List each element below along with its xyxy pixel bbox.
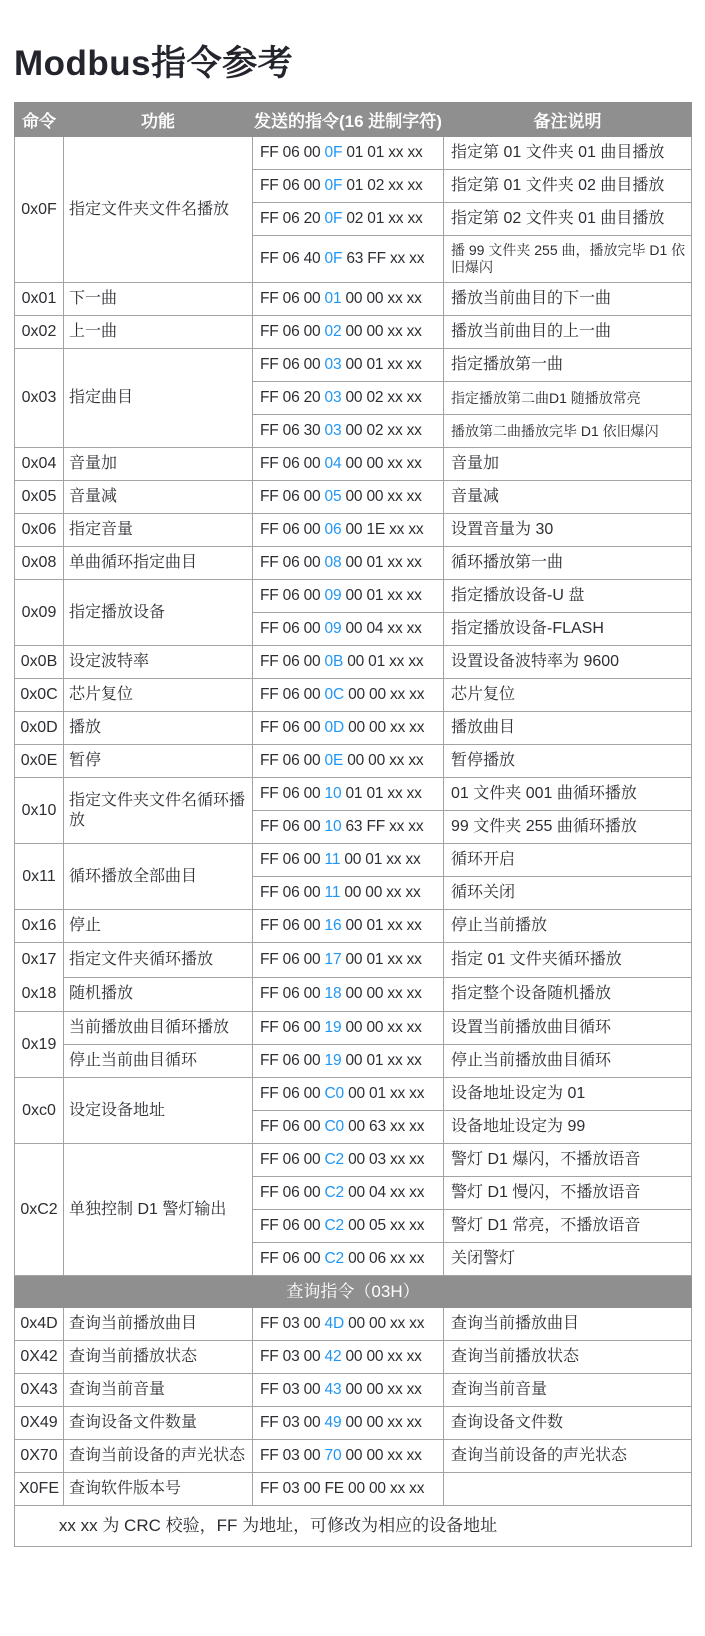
hex-command-cell: FF 06 40 0F 63 FF xx xx xyxy=(253,236,444,283)
remark-cell: 循环关闭 xyxy=(444,877,692,910)
function-cell: 设定波特率 xyxy=(64,646,253,679)
query-commands-body xyxy=(15,1308,692,1506)
hex-register-highlight: 19 xyxy=(324,1019,342,1036)
function-cell: 查询当前播放状态 xyxy=(64,1341,253,1374)
query-section-band xyxy=(15,1276,692,1308)
remark-cell: 音量加 xyxy=(444,448,692,481)
command-code-cell: 0x0C xyxy=(15,679,64,712)
table-header xyxy=(15,103,692,137)
command-code-cell: X0FE xyxy=(15,1473,64,1506)
hex-register-highlight: C2 xyxy=(324,1184,344,1201)
remark-cell: 指定播放第二曲D1 随播放常亮 xyxy=(444,382,692,415)
hex-command-cell: FF 06 00 C2 00 06 xx xx xyxy=(253,1243,444,1276)
table-row xyxy=(15,1012,692,1045)
function-cell: 设定设备地址 xyxy=(64,1078,253,1144)
table-row xyxy=(15,910,692,943)
remark-cell: 播 99 文件夹 255 曲，播放完毕 D1 依旧爆闪 xyxy=(444,236,692,283)
table-row xyxy=(15,679,692,712)
hex-command-cell: FF 06 00 11 00 00 xx xx xyxy=(253,877,444,910)
remark-cell: 指定播放第一曲 xyxy=(444,349,692,382)
hex-register-highlight: 0D xyxy=(324,719,344,736)
hex-register-highlight: 11 xyxy=(324,884,341,901)
hex-register-highlight: 0F xyxy=(324,250,343,267)
command-code-cell: 0x19 xyxy=(15,1012,64,1078)
hex-register-highlight: 0E xyxy=(324,752,344,769)
hex-register-highlight: C0 xyxy=(324,1085,344,1102)
command-code-cell: 0xC2 xyxy=(15,1144,64,1276)
function-cell: 暂停 xyxy=(64,745,253,778)
function-cell: 查询当前音量 xyxy=(64,1374,253,1407)
hex-command-cell: FF 06 00 09 00 01 xx xx xyxy=(253,580,444,613)
table-row xyxy=(15,481,692,514)
column-header-hex-command: 发送的指令(16 进制字符) xyxy=(253,103,444,137)
control-commands-body xyxy=(15,137,692,1276)
command-code-cell: 0xc0 xyxy=(15,1078,64,1144)
command-code-cell: 0x4D xyxy=(15,1308,64,1341)
column-header-remark: 备注说明 xyxy=(444,103,692,137)
hex-command-cell: FF 06 00 C0 00 63 xx xx xyxy=(253,1111,444,1144)
hex-register-highlight: 0F xyxy=(324,177,343,194)
hex-command-cell: FF 06 00 17 00 01 xx xx xyxy=(253,943,444,978)
function-cell: 查询当前播放曲目 xyxy=(64,1308,253,1341)
table-row xyxy=(15,1341,692,1374)
command-code-cell: 0X70 xyxy=(15,1440,64,1473)
command-code-cell: 0x10 xyxy=(15,778,64,844)
remark-cell: 指定第 02 文件夹 01 曲目播放 xyxy=(444,203,692,236)
remark-cell: 设置音量为 30 xyxy=(444,514,692,547)
table-row xyxy=(15,745,692,778)
hex-command-cell: FF 06 00 C2 00 05 xx xx xyxy=(253,1210,444,1243)
hex-command-cell: FF 06 00 11 00 01 xx xx xyxy=(253,844,444,877)
hex-command-cell: FF 06 00 05 00 00 xx xx xyxy=(253,481,444,514)
table-row xyxy=(15,316,692,349)
function-cell: 单曲循环指定曲目 xyxy=(64,547,253,580)
remark-cell: 指定 01 文件夹循环播放 xyxy=(444,943,692,978)
query-section xyxy=(15,1276,692,1308)
hex-register-highlight: 17 xyxy=(324,950,342,968)
remark-cell: 查询当前音量 xyxy=(444,1374,692,1407)
table-row xyxy=(15,137,692,170)
hex-command-cell: FF 03 00 49 00 00 xx xx xyxy=(253,1407,444,1440)
hex-register-highlight: C2 xyxy=(324,1250,344,1267)
column-header-function: 功能 xyxy=(64,103,253,137)
command-code-cell: 0x11 xyxy=(15,844,64,910)
remark-cell: 指定播放设备-FLASH xyxy=(444,613,692,646)
table-row xyxy=(15,1440,692,1473)
table-row xyxy=(15,349,692,382)
command-code-cell: 0X43 xyxy=(15,1374,64,1407)
table-row xyxy=(15,580,692,613)
hex-register-highlight: 11 xyxy=(324,851,341,868)
hex-register-highlight: 09 xyxy=(324,620,342,637)
function-cell: 指定文件夹循环播放 xyxy=(64,943,253,978)
hex-command-cell: FF 06 00 0C 00 00 xx xx xyxy=(253,679,444,712)
remark-cell xyxy=(444,1473,692,1506)
hex-register-highlight: 19 xyxy=(324,1052,342,1069)
hex-register-highlight: C2 xyxy=(324,1151,344,1168)
hex-command-cell: FF 06 30 03 00 02 xx xx xyxy=(253,415,444,448)
function-cell: 查询当前设备的声光状态 xyxy=(64,1440,253,1473)
function-cell: 音量减 xyxy=(64,481,253,514)
table-row xyxy=(15,943,692,978)
remark-cell: 关闭警灯 xyxy=(444,1243,692,1276)
hex-command-cell: FF 06 00 19 00 00 xx xx xyxy=(253,1012,444,1045)
hex-command-cell: FF 06 00 10 63 FF xx xx xyxy=(253,811,444,844)
hex-command-cell: FF 06 00 19 00 01 xx xx xyxy=(253,1045,444,1078)
remark-cell: 指定整个设备随机播放 xyxy=(444,977,692,1012)
hex-register-highlight: 0F xyxy=(324,210,343,227)
hex-register-highlight: 10 xyxy=(324,785,342,802)
hex-command-cell: FF 06 00 06 00 1E xx xx xyxy=(253,514,444,547)
remark-cell: 播放当前曲目的上一曲 xyxy=(444,316,692,349)
hex-command-cell: FF 06 00 C2 00 04 xx xx xyxy=(253,1177,444,1210)
remark-cell: 循环开启 xyxy=(444,844,692,877)
hex-command-cell: FF 06 00 0B 00 01 xx xx xyxy=(253,646,444,679)
remark-cell: 指定第 01 文件夹 01 曲目播放 xyxy=(444,137,692,170)
hex-register-highlight: 03 xyxy=(324,389,342,406)
function-cell: 当前播放曲目循环播放 xyxy=(64,1012,253,1045)
command-code-cell: 0X49 xyxy=(15,1407,64,1440)
hex-register-highlight: C2 xyxy=(324,1217,344,1234)
table-footer xyxy=(15,1506,692,1547)
table-row xyxy=(15,712,692,745)
hex-register-highlight: 49 xyxy=(324,1414,342,1431)
function-cell: 芯片复位 xyxy=(64,679,253,712)
hex-register-highlight: 42 xyxy=(324,1348,342,1365)
hex-command-cell: FF 06 00 0D 00 00 xx xx xyxy=(253,712,444,745)
command-code-cell: 0x01 xyxy=(15,283,64,316)
hex-register-highlight: 01 xyxy=(324,290,342,307)
command-code-cell: 0x0F xyxy=(15,137,64,283)
remark-cell: 设置当前播放曲目循环 xyxy=(444,1012,692,1045)
remark-cell: 警灯 D1 慢闪，不播放语音 xyxy=(444,1177,692,1210)
function-cell: 指定曲目 xyxy=(64,349,253,448)
remark-cell: 循环播放第一曲 xyxy=(444,547,692,580)
remark-cell: 音量减 xyxy=(444,481,692,514)
hex-command-cell: FF 06 00 04 00 00 xx xx xyxy=(253,448,444,481)
hex-command-cell: FF 06 00 18 00 00 xx xx xyxy=(253,977,444,1012)
hex-command-cell: FF 03 00 43 00 00 xx xx xyxy=(253,1374,444,1407)
function-cell: 指定文件夹文件名播放 xyxy=(64,137,253,283)
table-row xyxy=(15,977,692,1012)
command-code: 0x17 xyxy=(21,951,57,968)
command-code-cell: 0x16 xyxy=(15,910,64,943)
hex-command-cell: FF 06 00 0F 01 01 xx xx xyxy=(253,137,444,170)
hex-register-highlight: 02 xyxy=(324,323,342,340)
query-section-title: 查询指令（03H） xyxy=(15,1276,692,1308)
table-header-row xyxy=(15,103,692,137)
remark-cell: 查询当前播放状态 xyxy=(444,1341,692,1374)
modbus-command-table xyxy=(14,102,692,1547)
command-code-cell: 0x09 xyxy=(15,580,64,646)
hex-command-cell: FF 03 00 FE 00 00 xx xx xyxy=(253,1473,444,1506)
table-row xyxy=(15,448,692,481)
remark-cell: 设置设备波特率为 9600 xyxy=(444,646,692,679)
remark-cell: 暂停播放 xyxy=(444,745,692,778)
command-code: 0x18 xyxy=(21,985,57,1002)
table-row xyxy=(15,1045,692,1078)
remark-cell: 警灯 D1 常亮，不播放语音 xyxy=(444,1210,692,1243)
hex-register-highlight: C0 xyxy=(324,1118,344,1135)
footnote-row xyxy=(15,1506,692,1547)
hex-command-cell: FF 06 00 02 00 00 xx xx xyxy=(253,316,444,349)
hex-register-highlight: 04 xyxy=(324,455,342,472)
function-cell: 停止当前曲目循环 xyxy=(64,1045,253,1078)
command-code-cell: 0x0D xyxy=(15,712,64,745)
command-code-cell xyxy=(15,943,64,1012)
table-row xyxy=(15,1473,692,1506)
column-header-command: 命令 xyxy=(15,103,64,137)
table-row xyxy=(15,844,692,877)
hex-command-cell: FF 06 20 03 00 02 xx xx xyxy=(253,382,444,415)
hex-command-cell: FF 03 00 70 00 00 xx xx xyxy=(253,1440,444,1473)
function-cell: 随机播放 xyxy=(64,977,253,1012)
hex-command-cell: FF 06 00 C0 00 01 xx xx xyxy=(253,1078,444,1111)
table-row xyxy=(15,1407,692,1440)
remark-cell: 播放曲目 xyxy=(444,712,692,745)
hex-register-highlight: 10 xyxy=(324,818,342,835)
hex-register-highlight: 06 xyxy=(324,521,342,538)
function-cell: 指定播放设备 xyxy=(64,580,253,646)
function-cell: 停止 xyxy=(64,910,253,943)
hex-command-cell: FF 06 00 01 00 00 xx xx xyxy=(253,283,444,316)
hex-register-highlight: 03 xyxy=(324,422,342,439)
table-row xyxy=(15,1308,692,1341)
remark-cell: 播放当前曲目的下一曲 xyxy=(444,283,692,316)
remark-cell: 芯片复位 xyxy=(444,679,692,712)
command-code-cell: 0x03 xyxy=(15,349,64,448)
table-row xyxy=(15,778,692,811)
function-cell: 指定文件夹文件名循环播放 xyxy=(64,778,253,844)
hex-register-highlight: 0B xyxy=(324,653,344,670)
remark-cell: 查询当前设备的声光状态 xyxy=(444,1440,692,1473)
function-cell: 下一曲 xyxy=(64,283,253,316)
command-code-cell: 0x0B xyxy=(15,646,64,679)
remark-cell: 指定播放设备-U 盘 xyxy=(444,580,692,613)
hex-register-highlight: 4D xyxy=(324,1315,344,1332)
function-cell: 播放 xyxy=(64,712,253,745)
remark-cell: 设备地址设定为 01 xyxy=(444,1078,692,1111)
function-cell: 循环播放全部曲目 xyxy=(64,844,253,910)
hex-register-highlight: 05 xyxy=(324,488,342,505)
hex-register-highlight: 08 xyxy=(324,554,342,571)
crc-footnote: xx xx 为 CRC 校验，FF 为地址，可修改为相应的设备地址 xyxy=(15,1506,692,1547)
table-row xyxy=(15,283,692,316)
table-row xyxy=(15,547,692,580)
remark-cell: 播放第二曲播放完毕 D1 依旧爆闪 xyxy=(444,415,692,448)
remark-cell: 设备地址设定为 99 xyxy=(444,1111,692,1144)
hex-command-cell: FF 06 00 03 00 01 xx xx xyxy=(253,349,444,382)
command-code-cell: 0x02 xyxy=(15,316,64,349)
table-row xyxy=(15,1374,692,1407)
page-title: Modbus指令参考 xyxy=(14,44,294,83)
hex-command-cell: FF 06 00 10 01 01 xx xx xyxy=(253,778,444,811)
hex-command-cell: FF 06 00 0E 00 00 xx xx xyxy=(253,745,444,778)
command-code-cell: 0x08 xyxy=(15,547,64,580)
command-code-cell: 0x06 xyxy=(15,514,64,547)
function-cell: 音量加 xyxy=(64,448,253,481)
remark-cell: 查询设备文件数 xyxy=(444,1407,692,1440)
hex-register-highlight: 18 xyxy=(324,985,342,1003)
remark-cell: 01 文件夹 001 曲循环播放 xyxy=(444,778,692,811)
hex-command-cell: FF 03 00 42 00 00 xx xx xyxy=(253,1341,444,1374)
hex-register-highlight: 43 xyxy=(324,1381,342,1398)
function-cell: 查询软件版本号 xyxy=(64,1473,253,1506)
command-code-cell: 0x05 xyxy=(15,481,64,514)
hex-command-cell: FF 06 00 0F 01 02 xx xx xyxy=(253,170,444,203)
hex-register-highlight: 09 xyxy=(324,587,342,604)
remark-cell: 99 文件夹 255 曲循环播放 xyxy=(444,811,692,844)
hex-register-highlight: 0F xyxy=(324,144,343,161)
command-code-cell: 0X42 xyxy=(15,1341,64,1374)
function-cell: 指定音量 xyxy=(64,514,253,547)
table-row xyxy=(15,646,692,679)
remark-cell: 停止当前播放曲目循环 xyxy=(444,1045,692,1078)
remark-cell: 查询当前播放曲目 xyxy=(444,1308,692,1341)
hex-command-cell: FF 06 20 0F 02 01 xx xx xyxy=(253,203,444,236)
command-code-cell: 0x04 xyxy=(15,448,64,481)
hex-command-cell: FF 06 00 16 00 01 xx xx xyxy=(253,910,444,943)
function-cell: 查询设备文件数量 xyxy=(64,1407,253,1440)
table-row xyxy=(15,1144,692,1177)
table-row xyxy=(15,514,692,547)
hex-command-cell: FF 06 00 C2 00 03 xx xx xyxy=(253,1144,444,1177)
hex-command-cell: FF 03 00 4D 00 00 xx xx xyxy=(253,1308,444,1341)
hex-command-cell: FF 06 00 09 00 04 xx xx xyxy=(253,613,444,646)
hex-register-highlight: 16 xyxy=(324,917,342,934)
function-cell: 上一曲 xyxy=(64,316,253,349)
remark-cell: 指定第 01 文件夹 02 曲目播放 xyxy=(444,170,692,203)
hex-register-highlight: 70 xyxy=(324,1447,342,1464)
remark-cell: 警灯 D1 爆闪，不播放语音 xyxy=(444,1144,692,1177)
remark-cell: 停止当前播放 xyxy=(444,910,692,943)
hex-register-highlight: 03 xyxy=(324,356,342,373)
command-code-cell: 0x0E xyxy=(15,745,64,778)
table-row xyxy=(15,1078,692,1111)
hex-register-highlight: 0C xyxy=(324,686,344,703)
hex-command-cell: FF 06 00 08 00 01 xx xx xyxy=(253,547,444,580)
function-cell: 单独控制 D1 警灯输出 xyxy=(64,1144,253,1276)
